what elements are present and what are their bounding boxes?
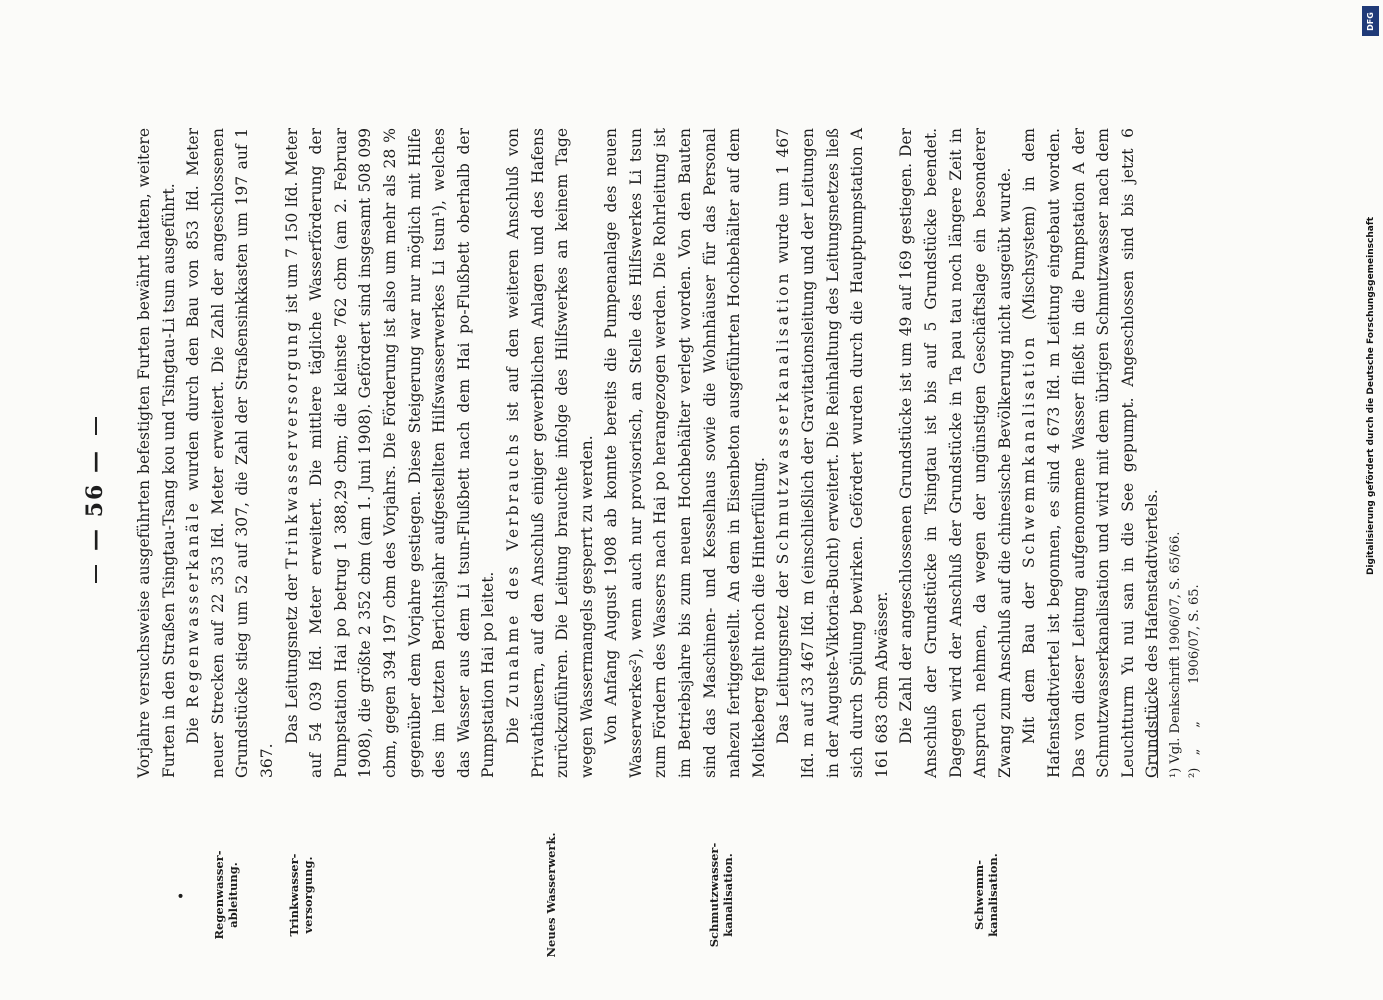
paragraph-schmutzwasser <box>771 128 894 778</box>
text-run: Die <box>503 707 522 744</box>
paragraph-furten: Vorjahre versuchsweise ausgeführten befestigten Furten bewährt hatten, weitere Furten in den Straßen Tsingtau-Tsang kou und Tsingtau-Li tsun ausgeführt. <box>135 128 178 778</box>
paragraph-schwemm <box>1017 128 1165 778</box>
paragraph-trinkwasser <box>280 128 501 778</box>
text-run: Die <box>184 707 203 744</box>
funding-strip <box>1362 6 1380 996</box>
dfg-logo-text: DFG <box>1366 11 1376 31</box>
footnote-2: ²) „ „ 1906/07, S. 65. <box>1187 584 1202 778</box>
text-run: Das Leitungsnetz der <box>774 564 793 744</box>
term-regenwasserkanaele: Regenwasserkanäle <box>184 500 203 708</box>
paragraph-verbrauch <box>501 128 599 778</box>
funding-notice: Digitalisierung gefördert durch die Deutsche Forschungsgemeinschaft <box>1366 216 1376 576</box>
header-dash-left <box>95 565 97 583</box>
paragraph-wasserwerk: Von Anfang August 1908 ab konnte bereits die Pumpenanlage des neuen Wasserwerkes²), wenn auch nur provisorisch, an Stelle des Hilfswerkes Li tsun zum Fördern des Wassers nach Hai po herangezogen werden. Die Rohrleitung ist im Betriebsjahre bis zum neuen Hochbehälter verlegt worden. Von den Bauten sind das Maschinen- und Kesselhaus sowie die Wohnhäuser für das Personal nahezu fertiggestellt. An dem in Eisenbeton ausgeführten Hochbehälter auf dem Moltkeberg fehlt noch die Hinterfüllung. <box>602 128 768 778</box>
text-run: Das Leitungsnetz der <box>282 568 301 744</box>
margin-note-regenwasserableitung: Regenwasser-ableitung. <box>212 850 240 940</box>
footnote-1: ¹) Vgl. Denkschrift 1906/07, S. 65/66. <box>1168 531 1183 778</box>
text-run: ist auf den weiteren Anschluß von Privathäusern, auf den Anschluß einiger gewerblichen Anlagen und des Hafens zurückzuführen. Die Leitung brauchte infolge des Hilfswerkes an keinem Tage wegen Wassermangels gesperrt zu werden. <box>503 127 596 778</box>
margin-note-schwemmkanalisation: Schwemm-kanalisation. <box>972 853 1000 937</box>
margin-dot: • <box>174 891 190 900</box>
paragraph-regenwasser <box>181 128 279 778</box>
rotated-document-page <box>82 30 1262 970</box>
term-schwemmkanalisation: Schwemmkanalisation <box>1020 334 1039 569</box>
body-text <box>132 128 1165 778</box>
margin-note-schmutzwasserkanalisation: Schmutzwasser-kanalisation. <box>707 842 735 948</box>
footnotes <box>1157 128 1204 778</box>
text-run: (Mischsystem) in dem Hafenstadtviertel ist begonnen, es sind 4 673 lfd. m Leitung eingebaut worden. Das von dieser Leitung aufgenommene Wasser fließt in die Pumpstation A der Schmutzwasserkanalisation und wird mit dem übrigen Schmutzwasser nach dem Leuchtturm Yu nui san in die See gepumpt. Angeschlossen sind bis jetzt 6 Grundstücke des Hafenstadtviertels. <box>1020 128 1162 778</box>
page-number-header <box>82 30 116 970</box>
text-run: wurde um 1 467 lfd. m auf 33 467 lfd. m (einschließlich der Gravitationsleitung und der Leitungen in der Auguste-Viktoria-Bucht) erweitert. Die Reinhaltung des Leitungsnetzes ließ sich durch Spülung bewirken. Gefördert wurden durch die Hauptpumpstation A 161 683 cbm Abwässer. <box>774 127 891 778</box>
paragraph-grundstuecke: Die Zahl der angeschlossenen Grundstücke ist um 49 auf 169 gestiegen. Der Anschluß der Grundstücke in Tsingtau ist bis auf 5 Grundstücke beendet. Dagegen wird der Anschluß der Grundstücke in Ta pau tau noch längere Zeit in Anspruch nehmen, da wegen der ungünstigen Geschäftslage ein besonderer Zwang zum Anschluß auf die chinesische Bevölkerung nicht ausgeübt wurde. <box>897 128 1014 778</box>
footnote-rule <box>1157 698 1158 778</box>
margin-note-trinkwasserversorgung: Trinkwasser-versorgung. <box>287 853 315 937</box>
margin-note-neues-wasserwerk: Neues Wasserwerk. <box>544 832 558 958</box>
term-zunahme-verbrauch: Zunahme des Verbrauchs <box>503 431 522 708</box>
term-schmutzwasserkanalisation: Schmutzwasserkanalisation <box>774 270 793 565</box>
term-trinkwasserversorgung: Trinkwasserversorgung <box>282 318 301 569</box>
dfg-logo <box>1362 6 1379 36</box>
header-dash-right <box>95 417 97 435</box>
text-run: wurden durch den Bau von 853 lfd. Meter neuer Strecken auf 22 353 lfd. Meter erweitert. Die Zahl der angeschlossenen Grundstücke stieg um 52 auf 307, die Zahl der Straßensinkkasten um 197 auf 1 367. <box>184 128 276 778</box>
page-number: — 56 — <box>82 449 108 551</box>
text-run: ist um 7 150 lfd. Meter auf 54 039 lfd. Meter erweitert. Die mittlere tägliche Wasserförderung der Pumpstation Hai po betrug 1 388,29 cbm; die kleinste 762 cbm (am 2. Februar 1908), die größte 2 352 cbm (am 1. Juni 1908). Gefördert sind insgesamt 508 099 cbm, gegen 394 197 cbm des Vorjahrs. Die Förderung ist also um mehr als 28 % gegenüber dem Vorjahre gestiegen. Diese Steigerung war nur möglich mit Hilfe des im letzten Berichtsjahr aufgestellten Hilfswasserwerkes Li tsun¹), welches das Wasser aus dem Li tsun-Flußbett nach dem Hai po-Flußbett oberhalb der Pumpstation Hai po leitet. <box>282 128 498 778</box>
text-run: Mit dem Bau der <box>1020 568 1039 744</box>
